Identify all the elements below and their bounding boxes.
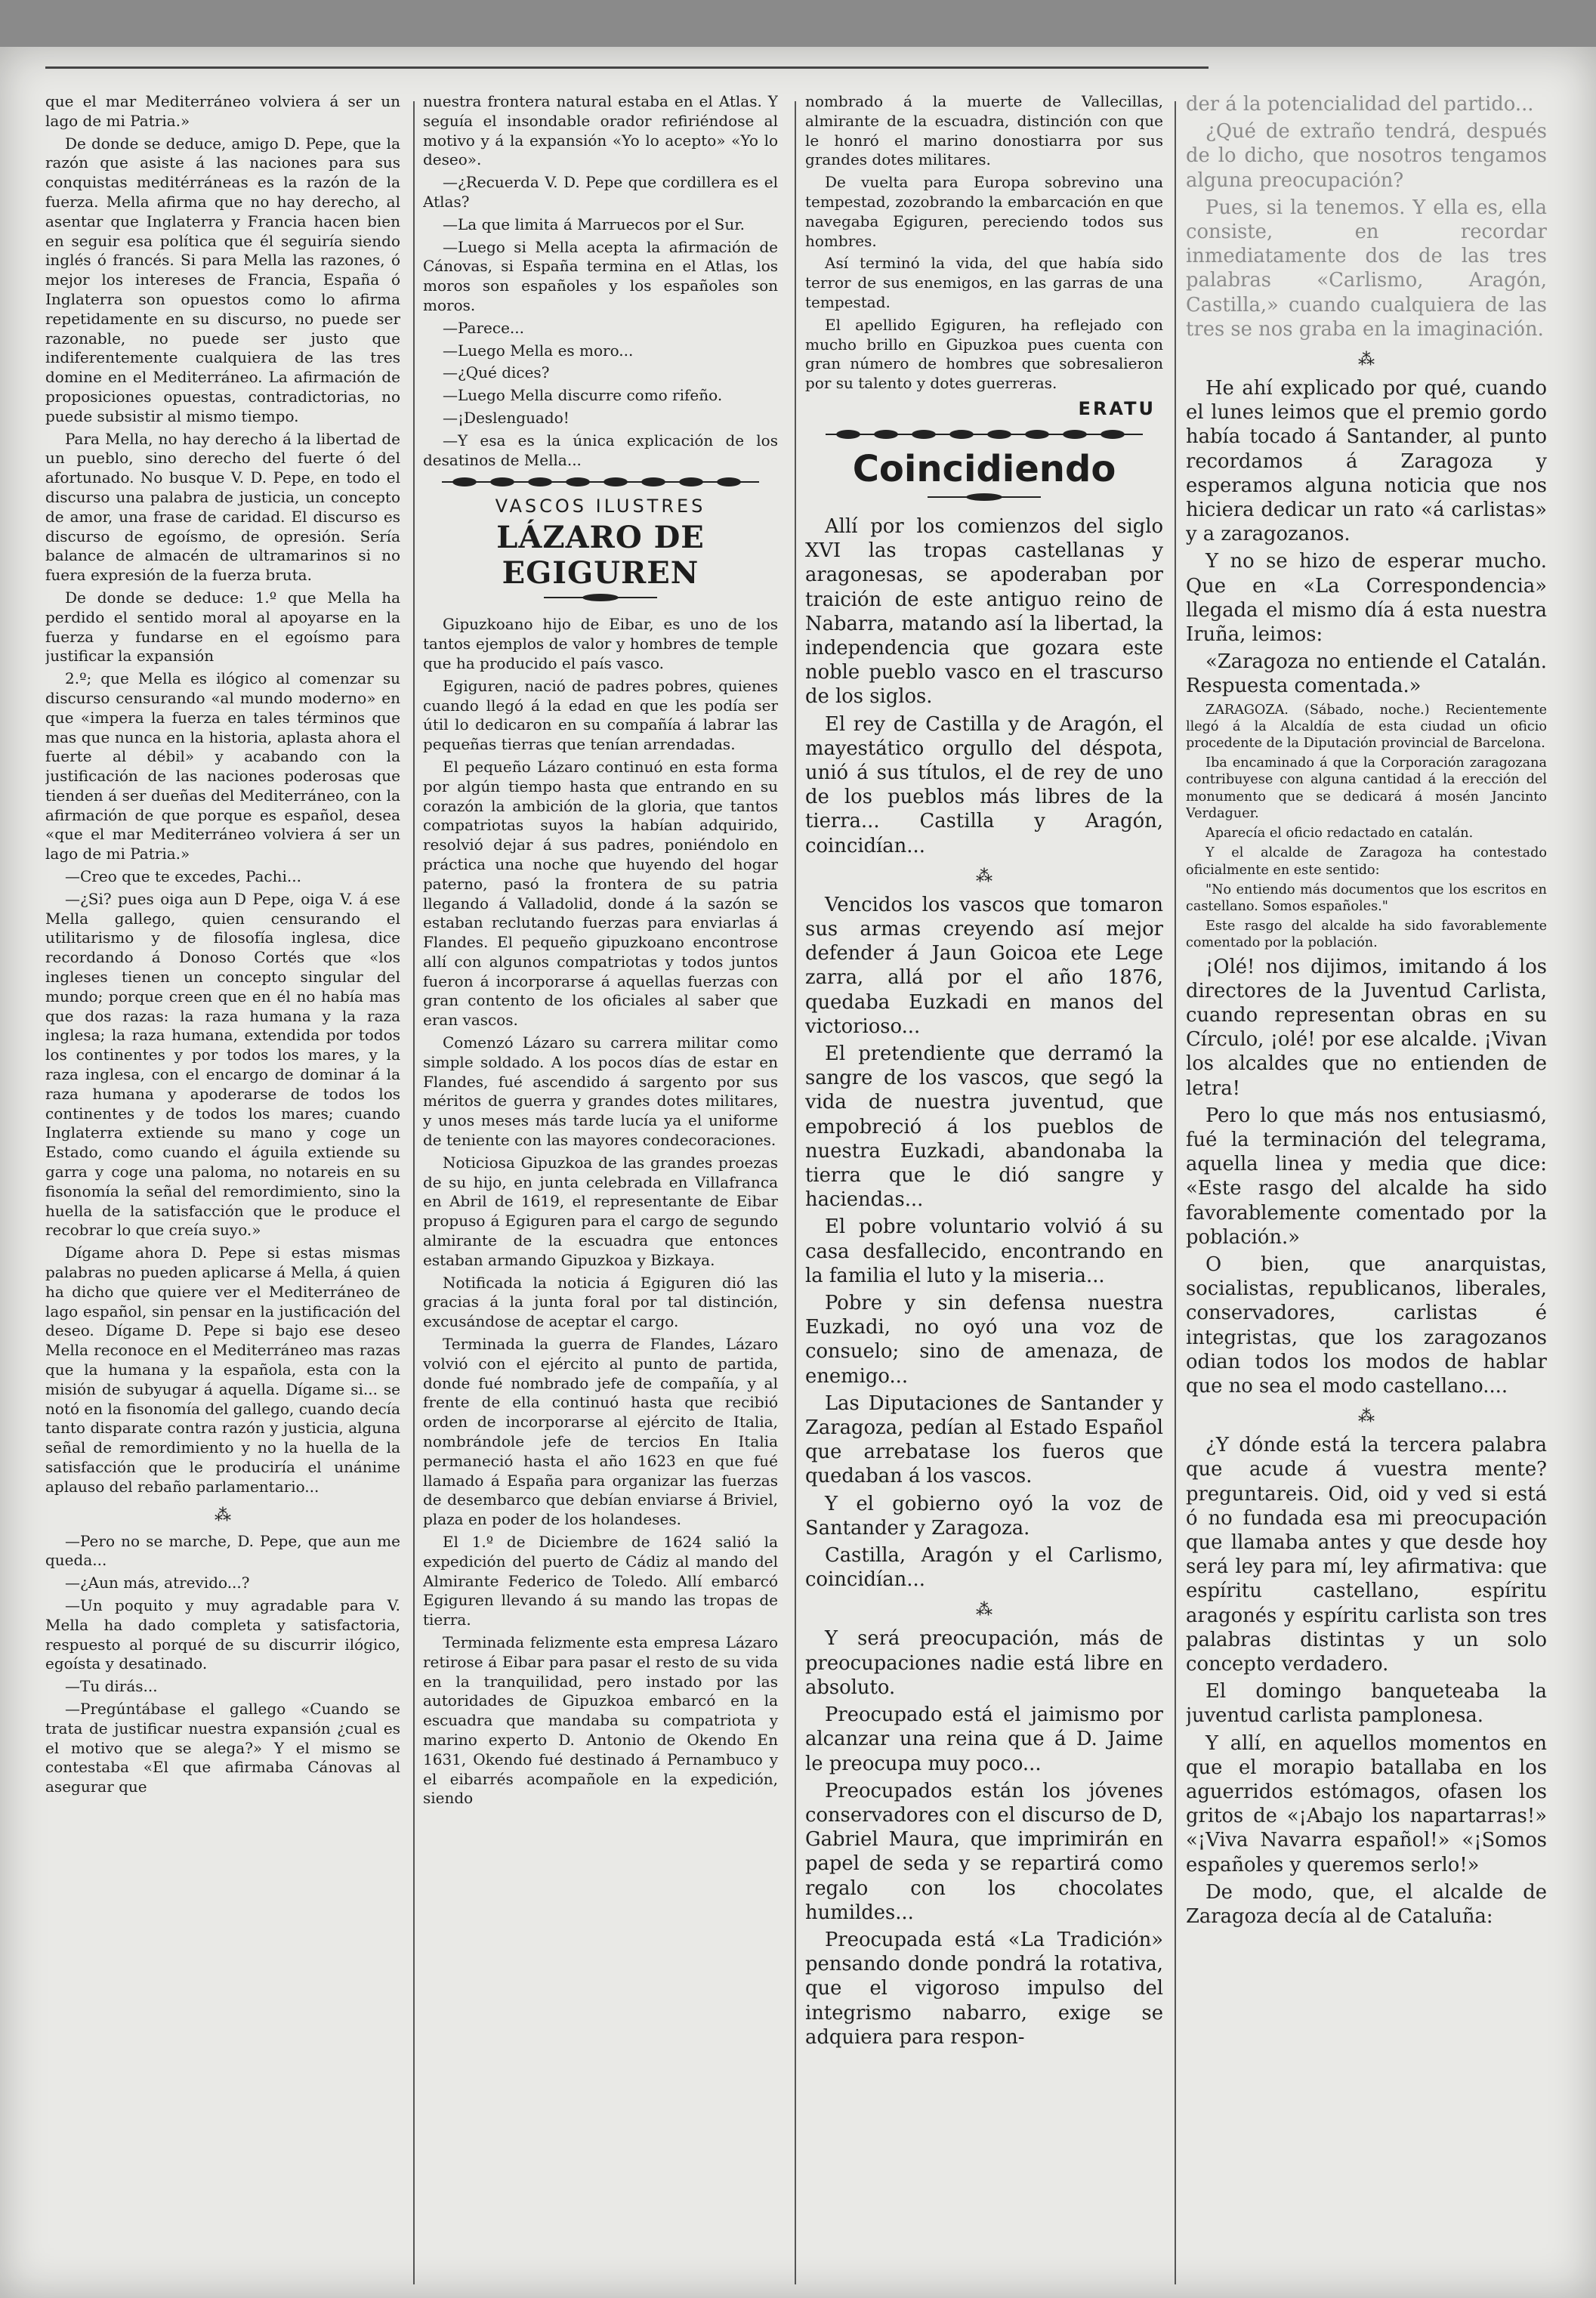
column-1 [45,92,400,2283]
paragraph: que el mar Mediterráneo volviera á ser un lago de mi Patria.» [45,92,400,130]
paragraph: ¡Olé! nos dijimos, imitando á los directores de la Juventud Carlista, cuando representan obras en su Círculo, ¡olé! por ese alcalde. ¡Vivan los alcaldes que no entienden de letra! [1186,955,1547,1100]
paragraph: De vuelta para Europa sobrevino una tempestad, zozobrando la embarcación en que navegaba Egiguren, pereciendo todos sus hombres. [805,173,1163,250]
paragraph: Terminada la guerra de Flandes, Lázaro volvió con el ejército al punto de partida, donde fué nombrado jefe de compañía, y al frente de ella continuó hasta que recibió orden de incorporarse al ejército de Italia, nombrándole jefe de tercios En Italia permaneció hasta el año 1623 en que fué llamado á España para organizar las fuerzas de desembarco que debían enviarse á Briviel, plaza en poder de los holandeses. [423,1335,778,1529]
column-3 [805,92,1163,2283]
paragraph: ¿Y dónde está la tercera palabra que acude á vuestra mente? preguntareis. Oid, oid y ved si está ó no fundada esa mi preocupación que llamaba antes y que desde hoy será ley para mí, ley afirmativa: que espíritu castellano, espíritu aragonés y espíritu carlista son tres palabras distintas y un solo concepto verdadero. [1186,1434,1547,1676]
paragraph: «Zaragoza no entiende el Catalán. Respuesta comentada.» [1186,650,1547,698]
paragraph: Notificada la noticia á Egiguren dió las gracias á la junta foral por tal distinción, excusándose de aceptar el cargo. [423,1273,778,1331]
chain-ornament [818,427,1150,442]
column-rule-3 [1175,101,1176,2284]
paragraph: —Luego Mella discurre como rifeño. [443,386,723,405]
paragraph: Dígame ahora D. Pepe si estas mismas palabras no pueden aplicarse á Mella, á quien ha dicho que quiere ver el Mediterráneo de lago español, sin pensar en la justificación del deseo. Dígame D. Pepe si bajo ese deseo Mella reconoce en el Mediterráneo mas razas que la humana y la española, esta con la misión de subyugar á aquella. Dígame si... se notó en la fisonomía del gallego, cuando decía tanto disparate contra razón y justicia, alguna señal de remordimiento y no la huella de la satisfacción que le produciría el unánime aplauso del rebaño parlamentario... [45,1243,400,1496]
top-rule [45,66,1209,69]
paragraph: —Un poquito y muy agradable para V. Mella ha dado completa y satisfactoria, respuesto al porqué de su discurrir ilógico, egoísta y desatinado. [45,1595,400,1673]
paragraph: —¿Aun más, atrevido...? [65,1574,250,1592]
paragraph: Pues, si la tenemos. Y ella es, ella consiste, en recordar inmediatamente dos de las tres palabras «Carlismo, Aragón, Castilla,» cuando cualquiera de las tres se nos graba en la imaginación. [1186,196,1547,341]
paragraph: Y será preocupación, más de preocupaciones nadie está libre en absoluto. [805,1627,1163,1699]
column-rule-1 [413,101,415,2284]
paragraph: der á la potencialidad del partido... [1186,93,1534,116]
paragraph: Allí por los comienzos del siglo XVI las tropas castellanas y aragonesas, se apoderaban por traición de este antiguo reino de Nabarra, matando así la libertad, la independencia que gozara este noble pueblo vasco en el trascurso de los siglos. [805,514,1163,709]
paragraph: De donde se deduce, amigo D. Pepe, que la razón que asiste á las naciones para sus conquistas meditérráneas es la razón de la fuerza. Mella afirma que no hay derecho, al asentar que Inglaterra y Francia hacen bien en seguir esa política que él seguiría siendo inglés ó francés. Si para Mella las razones, ó mejor los intereses de Francia, España ó Inglaterra son opuestos como lo afirma repetidamente en su discurso, no puede ser razonable, no puede ser justo que indiferentemente cualquiera de las tres domine en el Mediterráneo. La afirmación de proposiciones opuestas, contradictorias, no puede subsistir al mismo tiempo. [45,134,400,425]
paragraph: El pobre voluntario volvió á su casa desfallecido, encontrando en la familia el luto y la miseria... [805,1215,1163,1287]
asterism: ⁂ [976,866,992,886]
paragraph: 2.º; que Mella es ilógico al comenzar su discurso censurando «al mundo moderno» en que «impera la fuerza en tales términos que mas que nunca en la historia, aplasta ahora el fuerte al débil» y acabando con la justificación de las naciones poderosas que tienden á ser dueñas del Mediterráneo, con la afirmación de que porque es español, desea «que el mar Mediterráneo volviera á ser un lago de mi Patria.» [45,669,400,863]
paragraph: Egiguren, nació de padres pobres, quienes cuando llegó á la edad en que les podía ser útil lo dedicaron en su compañía á labrar las pequeñas tierras que tenían arrendadas. [423,676,778,754]
paragraph: —La que limita á Marruecos por el Sur. [443,215,745,233]
column-2 [423,92,778,2283]
paragraph: —¿Qué dices? [443,363,550,382]
dash-ornament [924,492,1045,502]
chain-ornament [434,474,767,490]
paragraph: Preocupados están los jóvenes conservadores con el discurso de D, Gabriel Maura, que imprimirán en papel de seda y se repartirá como regalo con los chocolates humildes... [805,1779,1163,1924]
paragraph: —Pregúntábase el gallego «Cuando se trata de justificar nuestra expansión ¿cual es el motivo que se alega?» Y el mismo se contestaba «El que afirmaba Cánovas al asegurar que [45,1699,400,1796]
dash-ornament [540,592,661,603]
quoted-telegram: Aparecía el oficio redactado en catalán. [1205,826,1474,842]
paragraph: Castilla, Aragón y el Carlismo, coincidían... [805,1544,1163,1592]
paragraph: El pequeño Lázaro continuó en esta forma por algún tiempo hasta que entrando en su corazón la ambición de la gloria, que tantos compatriotas suyos la habían adquirido, resolvió dejar á sus padres, poniéndolo en práctica una noche que huyendo del hogar paterno, pasó la frontera de su patria llegando á Valladolid, donde á la sazón se estaban reclutando fuerzas para enviarlas á Flandes. El pequeño gipuzkoano encontrose allí con algunos compatriotas y todos juntos fueron á incorporarse á aquellas fuerzas con gran contento de los oficiales al saber que eran vascos. [423,757,778,1030]
paragraph: —Creo que te excedes, Pachi... [65,867,302,886]
paragraph: Y el gobierno oyó la voz de Santander y Zaragoza. [805,1492,1163,1540]
paragraph: El domingo banqueteaba la juventud carlista pamplonesa. [1186,1680,1547,1728]
paragraph: Preocupado está el jaimismo por alcanzar una reina que á D. Jaime le preocupa muy poco... [805,1703,1163,1775]
article-headline: Coincidiendo [852,447,1116,490]
paragraph: Noticiosa Gipuzkoa de las grandes proezas de su hijo, en junta celebrada en Villafranca en Abril de 1619, el representante de Eibar propuso á Egiguren para el cargo de segundo almirante de la escuadra que entonces estaban armando Gipuzkoa y Bizkaya. [423,1153,778,1269]
paragraph: Pero lo que más nos entusiasmó, fué la terminación del telegrama, aquella linea y media que dice: «Este rasgo del alcalde ha sido favorablemente comentado por la población.» [1186,1104,1547,1249]
paragraph: De donde se deduce: 1.º que Mella ha perdido el sentido moral al apoyarse en la fuerza y fundarse en el egoísmo para justificar la expansión [45,588,400,666]
paragraph: Terminada felizmente esta empresa Lázaro retirose á Eibar para pasar el resto de su vida en la tranquilidad, pero instado por las autoridades de Gipuzkoa embarcó en la escuadra que mandaba su compatriota y marino experto D. Antonio de Okendo En 1631, Okendo fué destinado á Pernambuco y el eibarrés acompañole en la expedición, siendo [423,1632,778,1808]
paragraph: —¿Recuerda V. D. Pepe que cordillera es el Atlas? [423,173,778,211]
quoted-telegram: Este rasgo del alcalde ha sido favorablemente comentado por la población. [1186,919,1547,951]
paragraph: De modo, que, el alcalde de Zaragoza decía al de Cataluña: [1186,1880,1547,1929]
paragraph: —Luego Mella es moro... [443,341,634,360]
paragraph: Y no se hizo de esperar mucho. Que en «La Correspondencia» llegada el mismo día á esta nuestra Iruña, leimos: [1186,550,1547,647]
column-4 [1186,92,1547,2283]
asterism: ⁂ [1358,351,1375,370]
paragraph: nombrado á la muerte de Vallecillas, almirante de la escuadra, distinción con que le honró el marino donostiarra por sus grandes dotes militares. [805,92,1163,169]
asterism: ⁂ [1358,1407,1375,1427]
paragraph: Así terminó la vida, del que había sido terror de sus enemigos, en las garras de una tempestad. [805,254,1163,311]
paragraph: Para Mella, no hay derecho á la libertad de un pueblo, sino derecho del fuerte ó del afortunado. No busque V. D. Pepe, en todo el discurso una palabra de justicia, un concepto de amor, una frase de caridad. El discurso es discurso de egoísmo, de opresión. Sería balance de almacén de ultramarinos si no fuera expresión de la fuerza bruta. [45,429,400,585]
paragraph: Preocupada está «La Tradición» pensando donde pondrá la rotativa, que el vigoroso impulso del integrismo nabarro, exige se adquiera para respon- [805,1928,1163,2049]
paragraph: —Pero no se marche, D. Pepe, que aun me queda... [45,1531,400,1570]
asterism: ⁂ [215,1506,231,1525]
quoted-telegram: Y el alcalde de Zaragoza ha contestado oficialmente en este sentido: [1186,845,1547,878]
article-headline: LÁZARO DE EGIGUREN [496,520,705,591]
paragraph: —Luego si Mella acepta la afirmación de Cánovas, si España termina en el Atlas, los moros son españoles y los españoles son moros. [423,237,778,314]
asterism: ⁂ [976,1601,992,1620]
paragraph: Vencidos los vascos que tomaron sus armas creyendo así mejor defender á Jaun Goicoa ete Lege zarra, allá por el año 1876, quedaba Euzkadi en manos del victorioso... [805,893,1163,1038]
paragraph: El apellido Egiguren, ha reflejado con mucho brillo en Gipuzkoa pues cuenta con gran número de hombres que sobresalieron por su talento y dotes guerreras. [805,315,1163,393]
paragraph: Comenzó Lázaro su carrera militar como simple soldado. A los pocos días de estar en Flandes, fué ascendido á sargento por sus méritos de guerra y grandes dotes militares, y unos meses más tarde lucía ya el uniforme de teniente con las mayores condecoraciones. [423,1033,778,1150]
paragraph: El 1.º de Diciembre de 1624 salió la expedición del puerto de Cádiz al mando del Almirante Federico de Toledo. Allí embarcó Egiguren llevando á su mando las tropas de tierra. [423,1533,778,1629]
paragraph: —Tu dirás... [65,1677,158,1696]
paragraph: —Y esa es la única explicación de los desatinos de Mella... [423,431,778,469]
paragraph: He ahí explicado por qué, cuando el lunes leimos que el premio gordo había tocado á Santander, al punto recordamos á Zaragoza y esperamos alguna noticia que nos hiciera dedicar un rato «á carlistas» y a zaragozanos. [1186,377,1547,546]
paragraph: —¡Deslenguado! [443,408,570,427]
newspaper-page [0,47,1596,2298]
paragraph: El pretendiente que derramó la sangre de los vascos, que segó la vida de nuestra juventud, que empobreció á los pueblos de nuestra Euzkadi, abandonaba la tierra que le dió sangre y haciendas... [805,1042,1163,1212]
paragraph: Gipuzkoano hijo de Eibar, es uno de los tantos ejemplos de valor y hombres de temple que ha producido el país vasco. [423,615,778,672]
quoted-telegram: ZARAGOZA. (Sábado, noche.) Recientemente llegó á la Alcaldía de esta ciudad un oficio procedente de la Diputación provincial de Barcelona. [1186,702,1547,752]
paragraph: Y allí, en aquellos momentos en que el morapio batallaba en los aguerridos estómagos, ofasen los gritos de «¡Abajo los napartarras!» «¡Viva Navarra español!» «¡Somos españoles y queremos serlo!» [1186,1731,1547,1876]
paragraph: Las Diputaciones de Santander y Zaragoza, pedían al Estado Español que arrebatase los fueros que quedaban á los vascos. [805,1391,1163,1488]
paragraph: Pobre y sin defensa nuestra Euzkadi, no oyó una voz de consuelo; sino de amenaza, de enemigo... [805,1292,1163,1388]
paragraph: nuestra frontera natural estaba en el Atlas. Y seguía el insondable orador refiriéndose al motivo y á la expansión «Yo lo acepto» «Yo lo deseo». [423,92,778,169]
column-rule-2 [795,101,796,2284]
quoted-telegram: Iba encaminado á que la Corporación zaragozana contribuyese con alguna cantidad á la erección del monumento que se dedicará á mosén Jancinto Verdaguer. [1186,755,1547,821]
paragraph: O bien, que anarquistas, socialistas, republicanos, liberales, conservadores, carlistas é integristas, que los zaragozanos odian todos los modos de hablar que no sea el modo castellano.... [1186,1252,1547,1398]
paragraph: El rey de Castilla y de Aragón, el mayestático orgullo del déspota, unió á sus títulos, el de rey de uno de los pueblos más libres de la tierra... Castilla y Aragón, coincidían... [805,712,1163,857]
paragraph: ¿Qué de extraño tendrá, después de lo dicho, que nosotros tengamos alguna preocupación? [1186,120,1547,192]
paragraph: —Parece... [443,318,524,337]
author-signature: ERATU [1078,397,1156,419]
section-title: VASCOS ILUSTRES [495,496,706,517]
paragraph: —¿Si? pues oiga aun D Pepe, oiga V. á ese Mella gallego, quien censurando el utilitarismo y de filosofía inglesa, dice recordando á Donoso Cortés que «los ingleses tienen un concepto singular del mundo; porque creen que en él no había mas que dos razas: la raza humana y la raza inglesa; la raza humana, extendida por todos los continentes y por todos los mares, y la raza inglesa, con el encargo de dominar á la raza humana y apoderarse de todos los continentes y de todos los mares; cuando Inglaterra extiende su mano y coge un Estado, como cuando el águila extiende su garra y coge una paloma, no notareis en su fisonomía la señal del remordimiento, sino la huella de la satisfacción que le produce el recobrar lo que creía suyo.» [45,889,400,1240]
quoted-telegram: "No entiendo más documentos que los escritos en castellano. Somos españoles." [1186,882,1547,914]
